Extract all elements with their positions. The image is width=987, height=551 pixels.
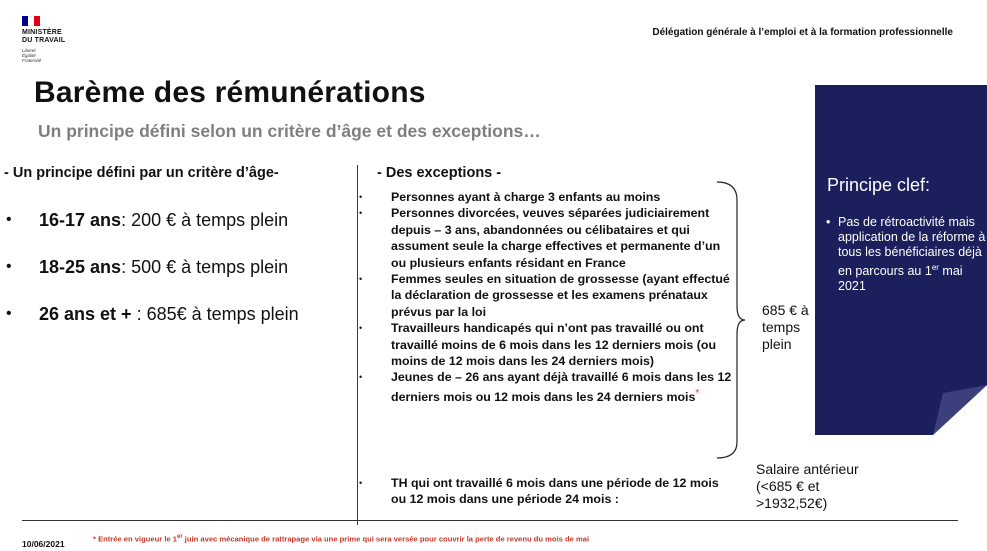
- list-item: • TH qui ont travaillé 6 mois dans une période de 12 mois ou 12 mois dans une période 24 mois :: [359, 476, 719, 507]
- rate-text: : 500 € à temps plein: [121, 257, 289, 277]
- right-brace-icon: [715, 180, 745, 460]
- list-item: • Pas de rétroactivité mais application de la réforme à tous les bénéficiaires déjà en parcours au 1er mai 2021: [826, 215, 986, 294]
- list-item: [0, 304, 350, 351]
- th-exception-list: [356, 475, 736, 508]
- principe-clef-title: Principe clef:: [827, 175, 931, 195]
- principe-clef-list: [826, 215, 986, 294]
- slide-subtitle: Un principe défini selon un critère d’âge et des exceptions…: [38, 121, 541, 141]
- bullet: •: [6, 258, 12, 275]
- box-folded-corner-icon: [933, 385, 987, 435]
- list-item: [0, 257, 350, 304]
- french-flag-icon: [22, 16, 40, 26]
- exceptions-heading: - Des exceptions -: [377, 165, 502, 181]
- footer-date: 10/06/2021: [22, 539, 65, 549]
- bullet: •: [6, 305, 12, 322]
- footnote-star: *: [695, 387, 700, 399]
- list-item: • Personnes divorcées, veuves séparées judiciairement depuis – 3 ans, abandonnées ou célibataires et qui assument seule la charge effectives et permanente d’un ou plusieurs enfants résidant en France: [359, 206, 721, 270]
- age-principle-heading: - Un principe défini par un critère d’âge-: [4, 165, 279, 181]
- rate-text: : 685€ à temps plein: [131, 304, 299, 324]
- header-delegation: Délégation générale à l’emploi et à la formation professionnelle: [652, 27, 953, 38]
- bullet: •: [6, 211, 12, 228]
- ministry-logo: [22, 16, 92, 63]
- brace-amount-label: 685 € à temps plein: [762, 302, 809, 352]
- list-item: • Travailleurs handicapés qui n’ont pas travaillé ou ont travaillé moins de 6 mois dans les 12 derniers mois (ou moins de 12 mois dans les 24 derniers mois): [359, 321, 717, 369]
- previous-salary-label: Salaire antérieur (<685 € et >1932,52€): [756, 461, 859, 511]
- slide-title: Barème des rémunérations: [34, 76, 426, 109]
- logo-title: MINISTÈRE DU TRAVAIL: [22, 29, 66, 44]
- age-rate-list: [0, 210, 350, 351]
- list-item: • Personnes ayant à charge 3 enfants au moins: [359, 190, 661, 204]
- age-range: 26 ans et +: [39, 304, 132, 324]
- list-item: [0, 210, 350, 257]
- footer-divider: [22, 520, 958, 521]
- exceptions-list: [356, 189, 736, 405]
- footer-note: * Entrée en vigueur le 1er juin avec mécanique de rattrapage via une prime qui sera versée pour couvrir la perte de revenu du mois de mai: [93, 534, 590, 544]
- list-item: • Femmes seules en situation de grossesse (ayant effectué la déclaration de grossesse et les examens prénataux prévus par la loi: [359, 272, 730, 319]
- rate-text: : 200 € à temps plein: [121, 210, 289, 230]
- logo-motto: Liberté Égalité Fraternité: [22, 48, 42, 63]
- age-range: 18-25 ans: [39, 257, 122, 277]
- age-range: 16-17 ans: [39, 210, 122, 230]
- list-item: • Jeunes de – 26 ans ayant déjà travaillé 6 mois dans les 12 derniers mois ou 12 mois dans les 24 derniers mois*: [359, 370, 732, 404]
